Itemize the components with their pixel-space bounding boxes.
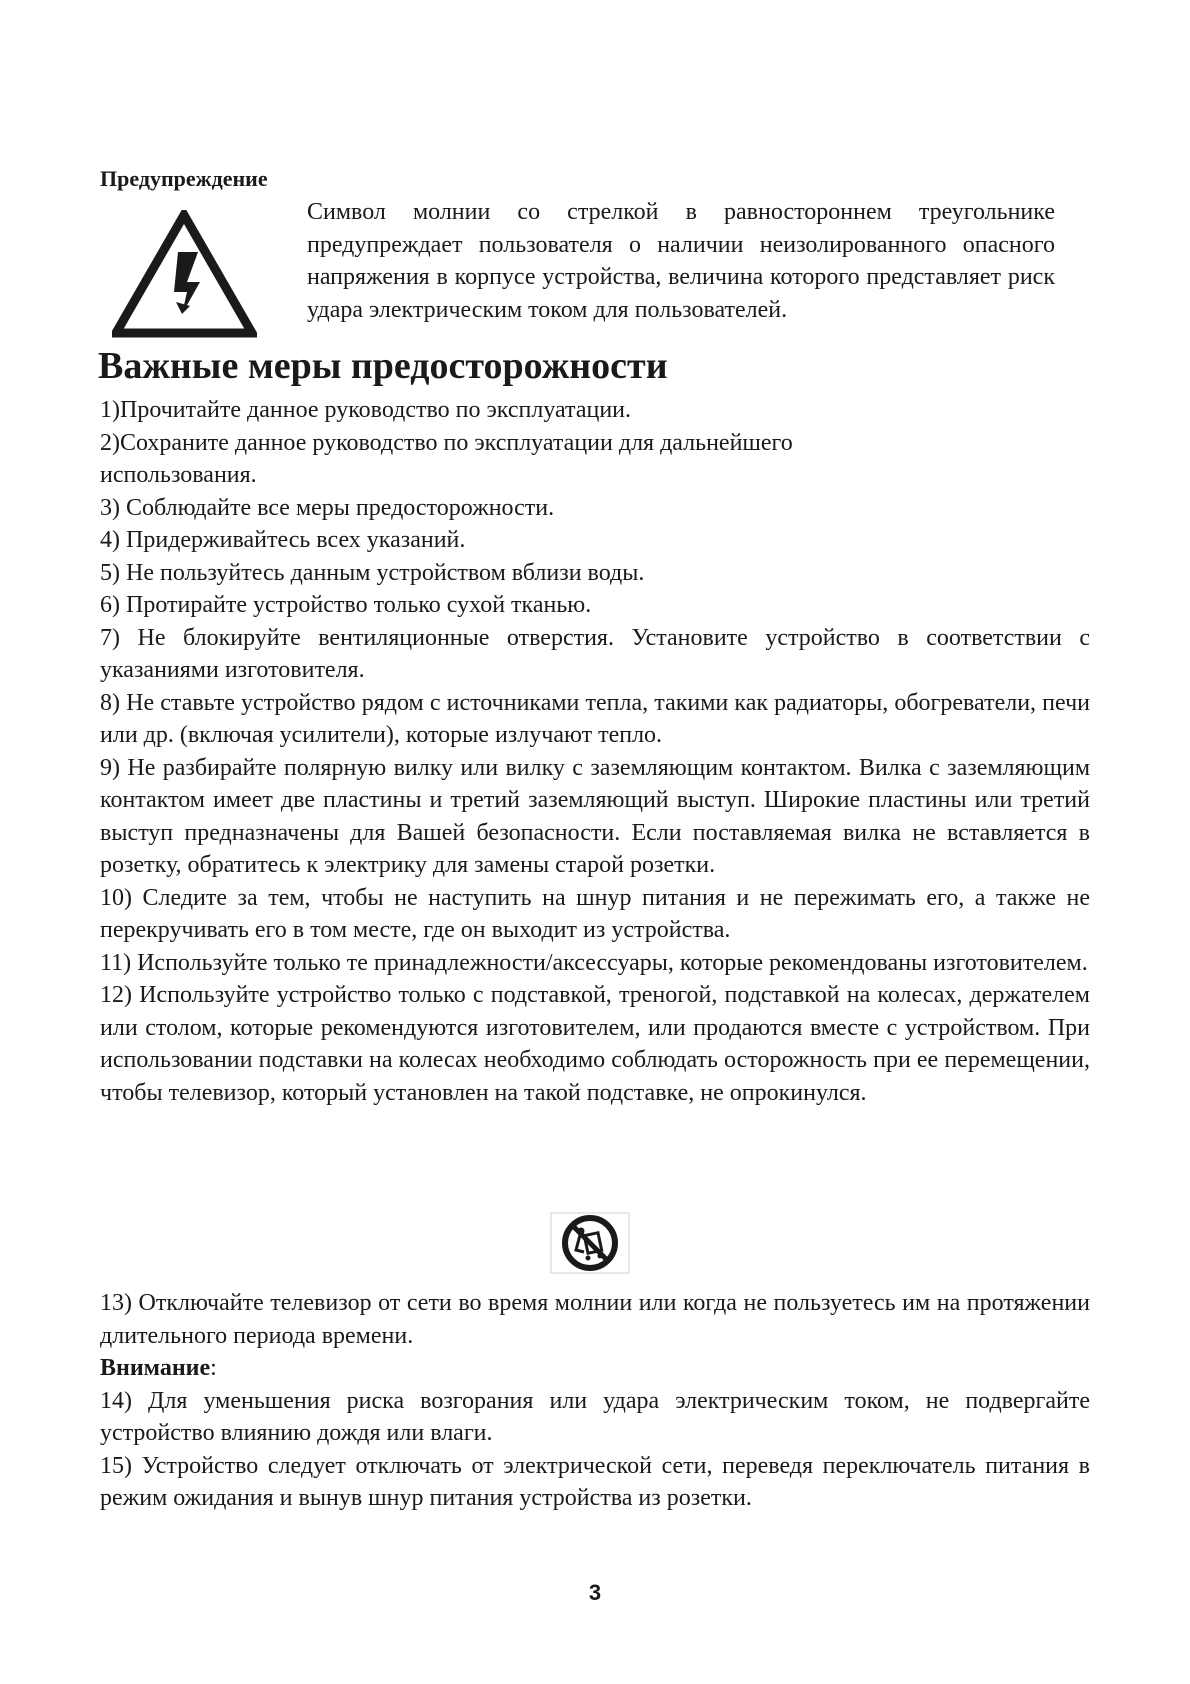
precaution-item-7: 7) Не блокируйте вентиляционные отверстия. Установите устройство в соответствии с указаниями изготовителя. (100, 624, 1090, 683)
precaution-item-2: 2)Сохраните данное руководство по эксплуатации для дальнейшего использования. (100, 429, 793, 488)
precaution-item-8: 8) Не ставьте устройство рядом с источниками тепла, такими как радиаторы, обогреватели, печи или др. (включая усилители), которые излучают тепло. (100, 689, 1090, 748)
warning-text: Символ молнии со стрелкой в равностороннем треугольнике предупреждает пользователя о наличии неизолированного опасного напряжения в корпусе устройства, величина которого представляет риск удара электрическим током для пользователей. (307, 199, 1055, 323)
attention-colon: : (210, 1355, 217, 1381)
precaution-item-4: 4) Придерживайтесь всех указаний. (100, 527, 466, 553)
precaution-item-1: 1)Прочитайте данное руководство по эксплуатации. (100, 397, 632, 423)
precautions-list (100, 394, 1090, 1109)
precaution-item-3: 3) Соблюдайте все меры предосторожности. (100, 494, 555, 521)
precaution-item-6: 6) Протирайте устройство только сухой тканью. (100, 592, 592, 618)
precaution-item-14: 14) Для уменьшения риска возгорания или удара электрическим током, не подвергайте устройство влиянию дождя или влаги. (100, 1387, 1090, 1446)
warning-title: Предупреждение (100, 166, 268, 191)
precaution-item-11: 11) Используйте только те принадлежности/аксессуары, которые рекомендованы изготовителем. (100, 949, 1088, 976)
attention-heading (100, 1352, 1090, 1385)
attention-label: Внимание (100, 1355, 211, 1381)
precautions-list-continued (100, 1287, 1090, 1515)
precaution-item-5: 5) Не пользуйтесь данным устройством вблизи воды. (100, 559, 645, 586)
precaution-item-15: 15) Устройство следует отключать от электрической сети, переведя переключатель питания в режим ожидания и вынув шнур питания устройства из розетки. (100, 1452, 1090, 1511)
precaution-item-9: 9) Не разбирайте полярную вилку или вилку с заземляющим контактом. Вилка с заземляющим контактом имеет две пластины и третий заземляющий выступ. Широкие пластины или третий выступ предназначены для Вашей безопасности. Если поставляемая вилка не вставляется в розетку, обратитесь к электрику для замены старой розетки. (100, 754, 1090, 878)
precaution-item-10: 10) Следите за тем, чтобы не наступить на шнур питания и не пережимать его, а также не перекручивать его в том месте, где он выходит из устройства. (100, 884, 1090, 943)
precaution-item-13: 13) Отключайте телевизор от сети во время молнии или когда не пользуетесь им на протяжении длительного периода времени. (100, 1290, 1090, 1349)
cart-tipover-warning-icon (550, 1212, 630, 1274)
page-number: 3 (588, 1580, 602, 1605)
precaution-item-12: 12) Используйте устройство только с подставкой, треногой, подставкой на колесах, держателем или столом, которые рекомендуются изготовителем, или продаются вместе с устройством. При использовании подставки на колесах необходимо соблюдать осторожность при ее перемещении, чтобы телевизор, который установлен на такой подставке, не опрокинулся. (100, 982, 1090, 1106)
lightning-warning-icon (112, 210, 257, 338)
precautions-title: Важные меры предосторожности (98, 345, 668, 387)
